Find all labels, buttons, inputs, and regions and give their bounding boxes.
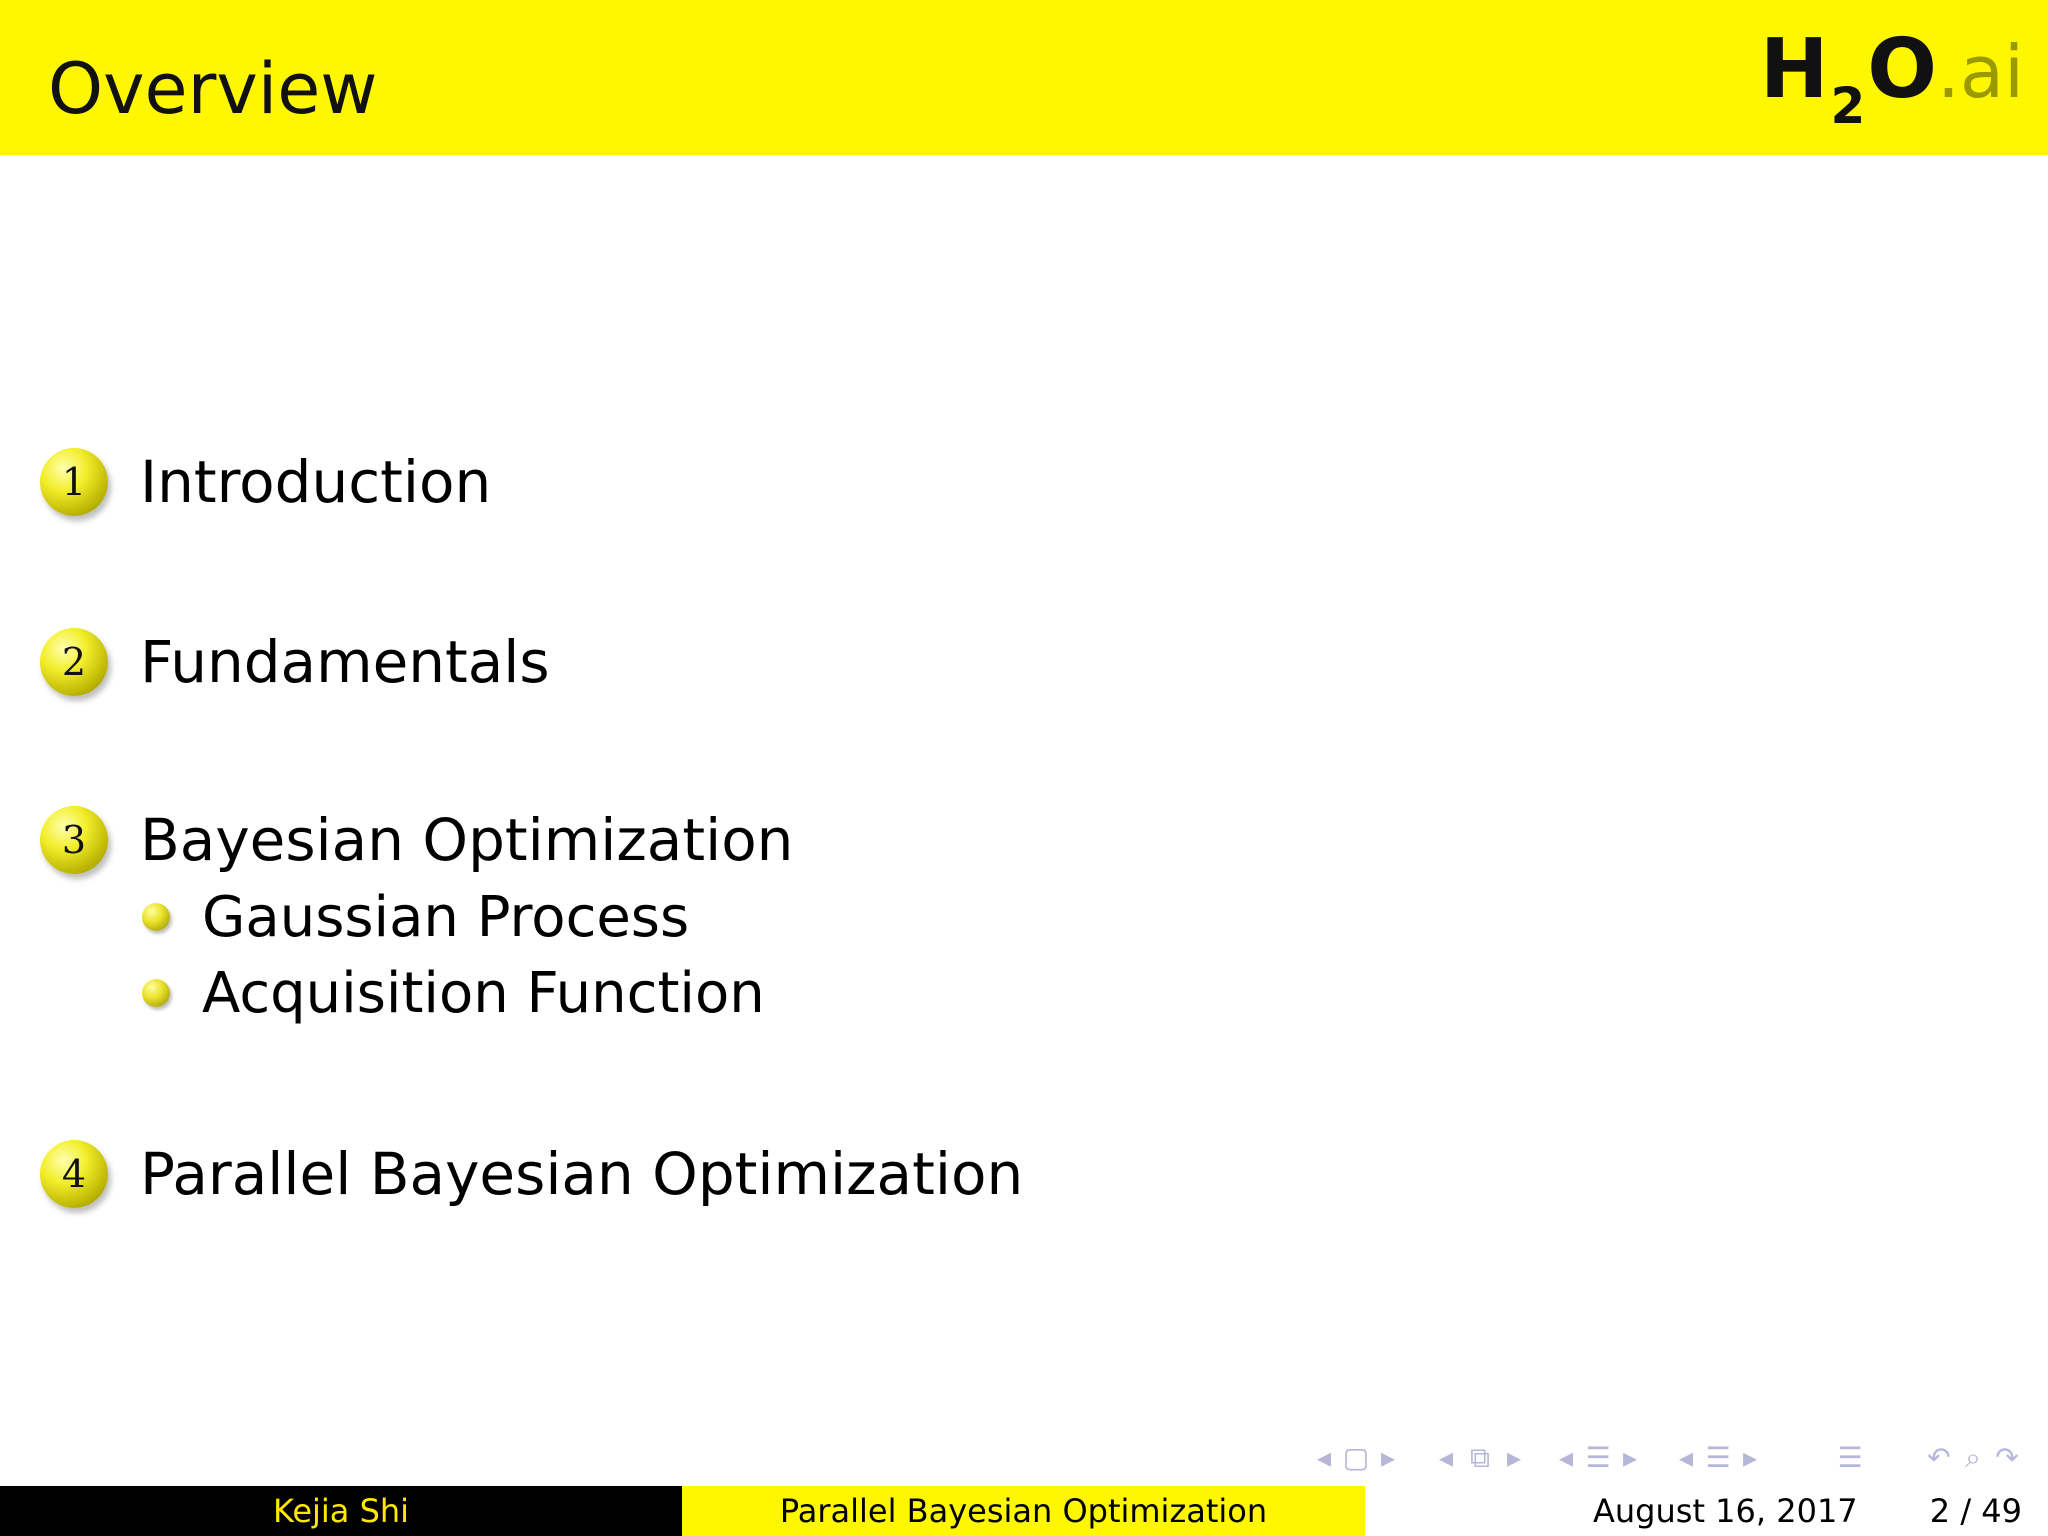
nav-right-arrow-icon[interactable]: ▸ [1506,1441,1522,1474]
section-label: Parallel Bayesian Optimization [140,1140,1024,1208]
toc-section-introduction[interactable] [40,442,491,522]
nav-right-arrow-icon[interactable]: ▸ [1622,1441,1638,1474]
logo-o: O [1867,22,1937,117]
toc-subsection-acquisition-function[interactable] [142,958,765,1028]
footer-title: Parallel Bayesian Optimization [682,1486,1365,1536]
nav-right-arrow-icon[interactable]: ▸ [1742,1441,1758,1474]
header-bar [0,0,2048,155]
subsection-bullet-icon [142,903,170,931]
subsection-bullet-icon [142,979,170,1007]
toc-section-parallel-bayesian-optimization[interactable] [40,1134,1023,1214]
nav-right-arrow-icon[interactable]: ▸ [1380,1441,1396,1474]
subsection-label: Gaussian Process [202,884,690,950]
footer-info [1365,1486,2048,1536]
toc-section-fundamentals[interactable] [40,622,550,702]
section-number-ball: 4 [40,1140,108,1208]
subsection-label: Acquisition Function [202,960,765,1026]
section-label: Bayesian Optimization [140,806,794,874]
page-title: Overview [48,48,378,130]
logo-h: H [1759,22,1829,117]
search-icon[interactable]: ⌕ [1965,1441,1981,1474]
beamer-navigation-bar [1310,1438,2030,1478]
forward-icon[interactable]: ↷ [1995,1441,2019,1474]
nav-left-arrow-icon[interactable]: ◂ [1438,1441,1454,1474]
document-icon[interactable]: ☰ [1705,1441,1731,1474]
section-number-ball: 3 [40,806,108,874]
section-label: Introduction [140,448,492,516]
section-number-ball: 1 [40,448,108,516]
subsection-icon[interactable]: ⧉ [1470,1441,1490,1474]
logo-sub: 2 [1830,77,1866,135]
toc-icon[interactable]: ☰ [1837,1441,1863,1474]
nav-left-arrow-icon[interactable]: ◂ [1678,1441,1694,1474]
toc-subsection-gaussian-process[interactable] [142,882,689,952]
nav-left-arrow-icon[interactable]: ◂ [1558,1441,1574,1474]
back-icon[interactable]: ↶ [1927,1441,1951,1474]
nav-left-arrow-icon[interactable]: ◂ [1316,1441,1332,1474]
section-number-ball: 2 [40,628,108,696]
footer-bar [0,1486,2048,1536]
frame-icon[interactable]: ▢ [1342,1441,1370,1474]
section-icon[interactable]: ☰ [1585,1441,1611,1474]
section-label: Fundamentals [140,628,550,696]
logo-ai: .ai [1936,30,2024,114]
toc-section-bayesian-optimization[interactable] [40,800,793,880]
footer-page-number: 2 / 49 [1929,1492,2022,1530]
h2o-ai-logo [1759,22,2024,135]
footer-author: Kejia Shi [0,1486,682,1536]
footer-date: August 16, 2017 [1593,1492,1858,1530]
